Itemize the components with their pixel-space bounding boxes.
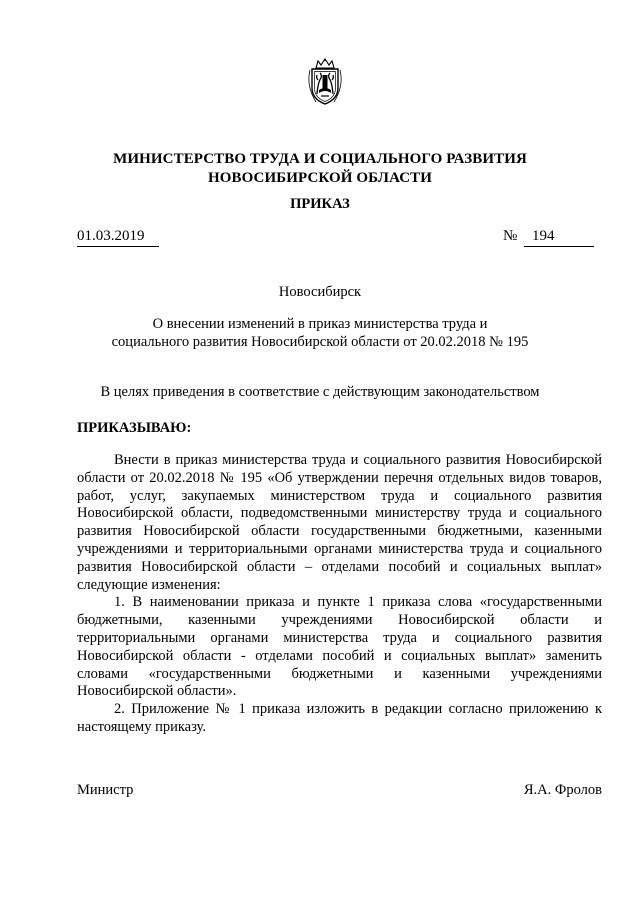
signer-name: Я.А. Фролов bbox=[523, 782, 602, 798]
ministry-name-line2: НОВОСИБИРСКОЙ ОБЛАСТИ bbox=[207, 170, 433, 186]
body-paragraph: 1. В наименовании приказа и пункте 1 приказа слова «государственными бюджетными, казенными учреждениями Новосибирской области и территориальными органами министерства труда и социального развития Новосибирской области - отделами пособий и социальных выплат» заменить словами «государственными бюджетными и казенными учреждениями Новосибирской области». bbox=[77, 594, 602, 700]
signer-title: Министр bbox=[77, 782, 134, 798]
city-name: Новосибирск bbox=[278, 284, 362, 300]
subject-line: социального развития Новосибирской области от 20.02.2018 № 195 bbox=[111, 334, 529, 350]
document-title: ПРИКАЗ bbox=[290, 196, 350, 212]
decree-word: ПРИКАЗЫВАЮ: bbox=[77, 420, 192, 436]
preamble: В целях приведения в соответствие с действующим законодательством bbox=[100, 384, 540, 400]
order-date: 01.03.2019 bbox=[77, 228, 159, 247]
coat-of-arms-icon bbox=[304, 58, 346, 106]
order-body bbox=[77, 452, 602, 737]
order-number: 194 bbox=[524, 228, 594, 247]
ministry-name-line1: МИНИСТЕРСТВО ТРУДА И СОЦИАЛЬНОГО РАЗВИТИЯ bbox=[113, 151, 527, 167]
subject-line: О внесении изменений в приказ министерства труда и bbox=[152, 316, 488, 332]
number-sign: № bbox=[503, 228, 518, 244]
body-paragraph: 2. Приложение № 1 приказа изложить в редакции согласно приложению к настоящему приказу. bbox=[77, 701, 602, 735]
order-subject bbox=[0, 315, 640, 351]
body-paragraph: Внести в приказ министерства труда и социального развития Новосибирской области от 20.02.2018 № 195 «Об утверждении перечня отдельных видов товаров, работ, услуг, закупаемых министерством труда и социального развития Новосибирской области, подведомственными министерству труда и социального развития Новосибирской области государственными бюджетными, казенными учреждениями и территориальными органами министерства труда и социального развития Новосибирской области – отделами пособий и социальных выплат» следующие изменения: bbox=[77, 452, 602, 593]
